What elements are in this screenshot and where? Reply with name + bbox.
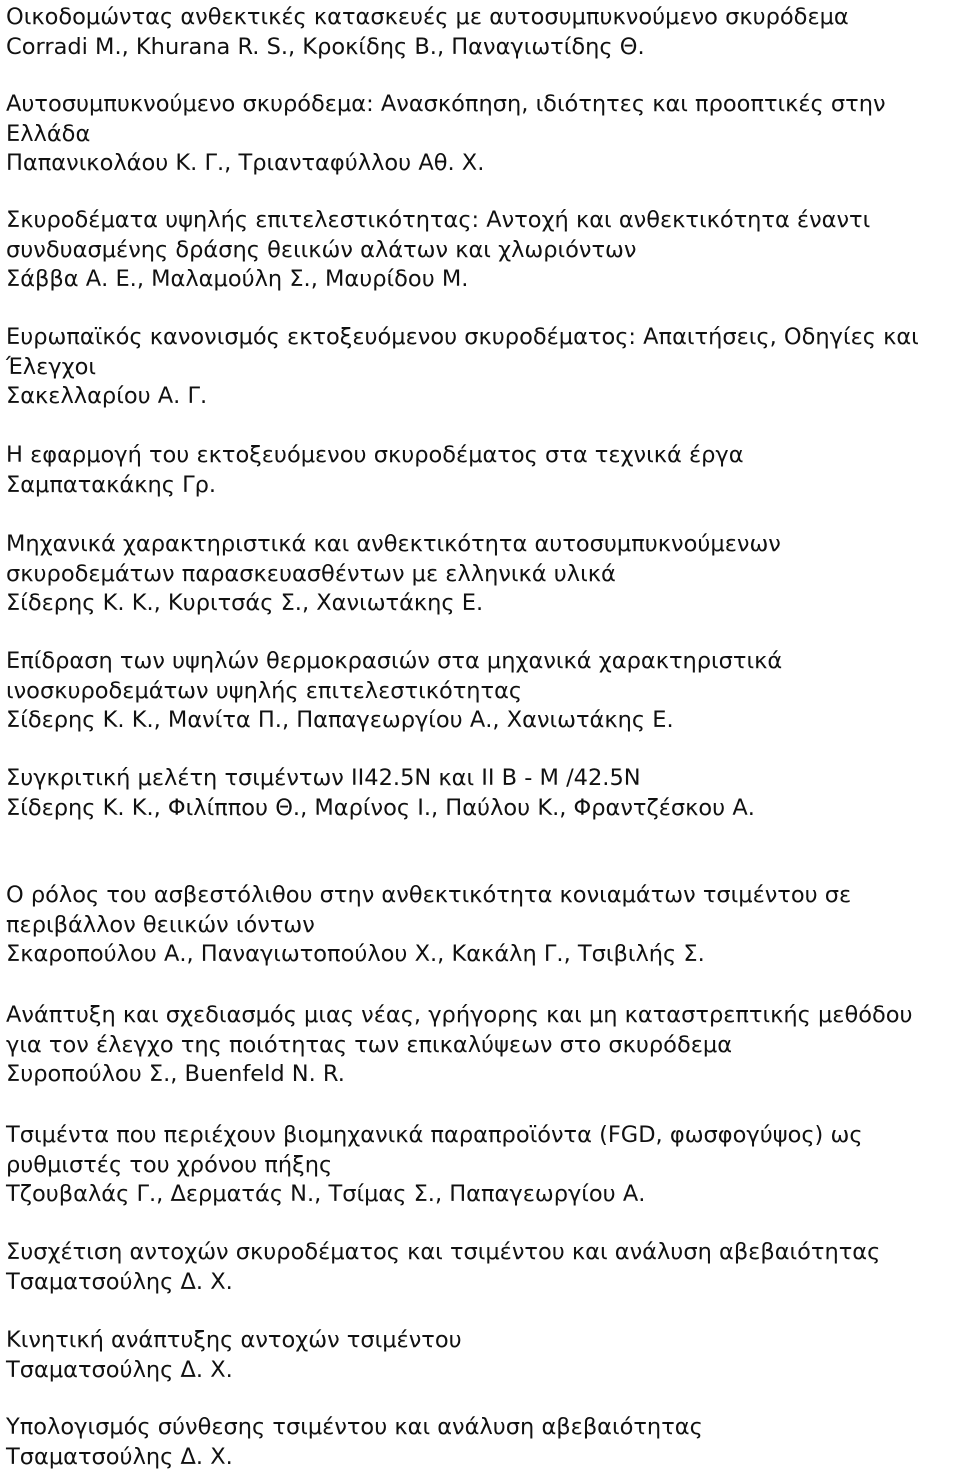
publication-entry [6, 647, 956, 736]
publication-authors: Σαμπατακάκης Γρ. [6, 471, 217, 498]
publication-title: Συσχέτιση αντοχών σκυροδέματος και τσιμέντου και ανάλυση αβεβαιότητας [6, 1239, 881, 1265]
publication-authors: Σακελλαρίου Α. Γ. [6, 383, 208, 409]
publication-title: Κινητική ανάπτυξης αντοχών τσιμέντου [6, 1327, 462, 1353]
publication-entry [6, 90, 956, 179]
publication-title: Σκυροδέματα υψηλής επιτελεστικότητας: Αντοχή και ανθεκτικότητα έναντι [6, 207, 871, 233]
publication-authors: Τσαματσούλης Δ. Χ. [6, 1268, 233, 1295]
publication-title: περιβάλλον θειικών ιόντων [6, 911, 315, 938]
publication-entry [6, 530, 956, 619]
publication-title: Έλεγχοι [6, 353, 96, 380]
publication-title: ρυθμιστές του χρόνου πήξης [6, 1151, 333, 1178]
publication-entry [6, 323, 956, 412]
publication-title: Συγκριτική μελέτη τσιμέντων ΙΙ42.5Ν και ΙΙ Β - Μ /42.5Ν [6, 765, 641, 791]
publication-authors: Τσαματσούλης Δ. Χ. [6, 1443, 233, 1470]
publication-authors: Τσαματσούλης Δ. Χ. [6, 1356, 233, 1383]
publication-title: ινοσκυροδεμάτων υψηλής επιτελεστικότητας [6, 677, 523, 704]
publication-authors: Τζουβαλάς Γ., Δερματάς Ν., Τσίμας Σ., Παπαγεωργίου Α. [6, 1181, 646, 1207]
publication-entry [6, 1238, 956, 1297]
publication-title: Υπολογισμός σύνθεσης τσιμέντου και ανάλυση αβεβαιότητας [6, 1414, 703, 1440]
publication-entry [6, 881, 956, 970]
publication-authors: Σίδερης Κ. Κ., Κυριτσάς Σ., Χανιωτάκης Ε. [6, 590, 484, 616]
publication-entry [6, 206, 956, 295]
publication-title: συνδυασμένης δράσης θειικών αλάτων και χλωριόντων [6, 236, 637, 263]
publication-entry [6, 1121, 956, 1210]
publication-authors: Παπανικολάου Κ. Γ., Τριανταφύλλου Αθ. Χ. [6, 150, 485, 176]
publication-title: Μηχανικά χαρακτηριστικά και ανθεκτικότητα αυτοσυμπυκνούμενων [6, 531, 781, 557]
publication-title: Επίδραση των υψηλών θερμοκρασιών στα μηχανικά χαρακτηριστικά [6, 648, 783, 674]
publication-authors: Σίδερης Κ. Κ., Μανίτα Π., Παπαγεωργίου Α., Χανιωτάκης Ε. [6, 707, 674, 733]
publication-entry [6, 441, 956, 500]
publication-entry [6, 3, 956, 62]
publication-title: Ο ρόλος του ασβεστόλιθου στην ανθεκτικότητα κονιαμάτων τσιμέντου σε [6, 882, 852, 908]
publication-title: Τσιμέντα που περιέχουν βιομηχανικά παραπροϊόντα (FGD, φωσφογύψος) ως [6, 1122, 863, 1148]
publication-entry [6, 1413, 956, 1472]
publication-entry [6, 764, 956, 823]
publication-entry [6, 1326, 956, 1385]
publication-title: σκυροδεμάτων παρασκευασθέντων με ελληνικά υλικά [6, 560, 616, 587]
publication-authors: Σίδερης Κ. Κ., Φιλίππου Θ., Μαρίνος Ι., Παύλου Κ., Φραντζέσκου Α. [6, 794, 755, 821]
publication-title: Αυτοσυμπυκνούμενο σκυρόδεμα: Ανασκόπηση, ιδιότητες και προοπτικές στην [6, 91, 886, 117]
publication-title: Ανάπτυξη και σχεδιασμός μιας νέας, γρήγορης και μη καταστρεπτικής μεθόδου [6, 1002, 913, 1028]
publication-title: Ευρωπαϊκός κανονισμός εκτοξευόμενου σκυροδέματος: Απαιτήσεις, Οδηγίες και [6, 324, 919, 350]
publication-authors: Σάββα Α. Ε., Μαλαμούλη Σ., Μαυρίδου Μ. [6, 266, 469, 292]
publication-authors: Συροπούλου Σ., Buenfeld N. R. [6, 1061, 345, 1087]
publication-title: Ελλάδα [6, 120, 91, 147]
publication-authors: Corradi M., Khurana R. S., Κροκίδης Β., Παναγιωτίδης Θ. [6, 33, 645, 60]
publication-entry [6, 1001, 956, 1090]
publication-title: για τον έλεγχο της ποιότητας των επικαλύψεων στο σκυρόδεμα [6, 1031, 733, 1058]
publication-title: Η εφαρμογή του εκτοξευόμενου σκυροδέματος στα τεχνικά έργα [6, 442, 744, 468]
publication-title: Οικοδομώντας ανθεκτικές κατασκευές με αυτοσυμπυκνούμενο σκυρόδεμα [6, 4, 849, 30]
publication-authors: Σκαροπούλου Α., Παναγιωτοπούλου Χ., Κακάλη Γ., Τσιβιλής Σ. [6, 941, 705, 967]
